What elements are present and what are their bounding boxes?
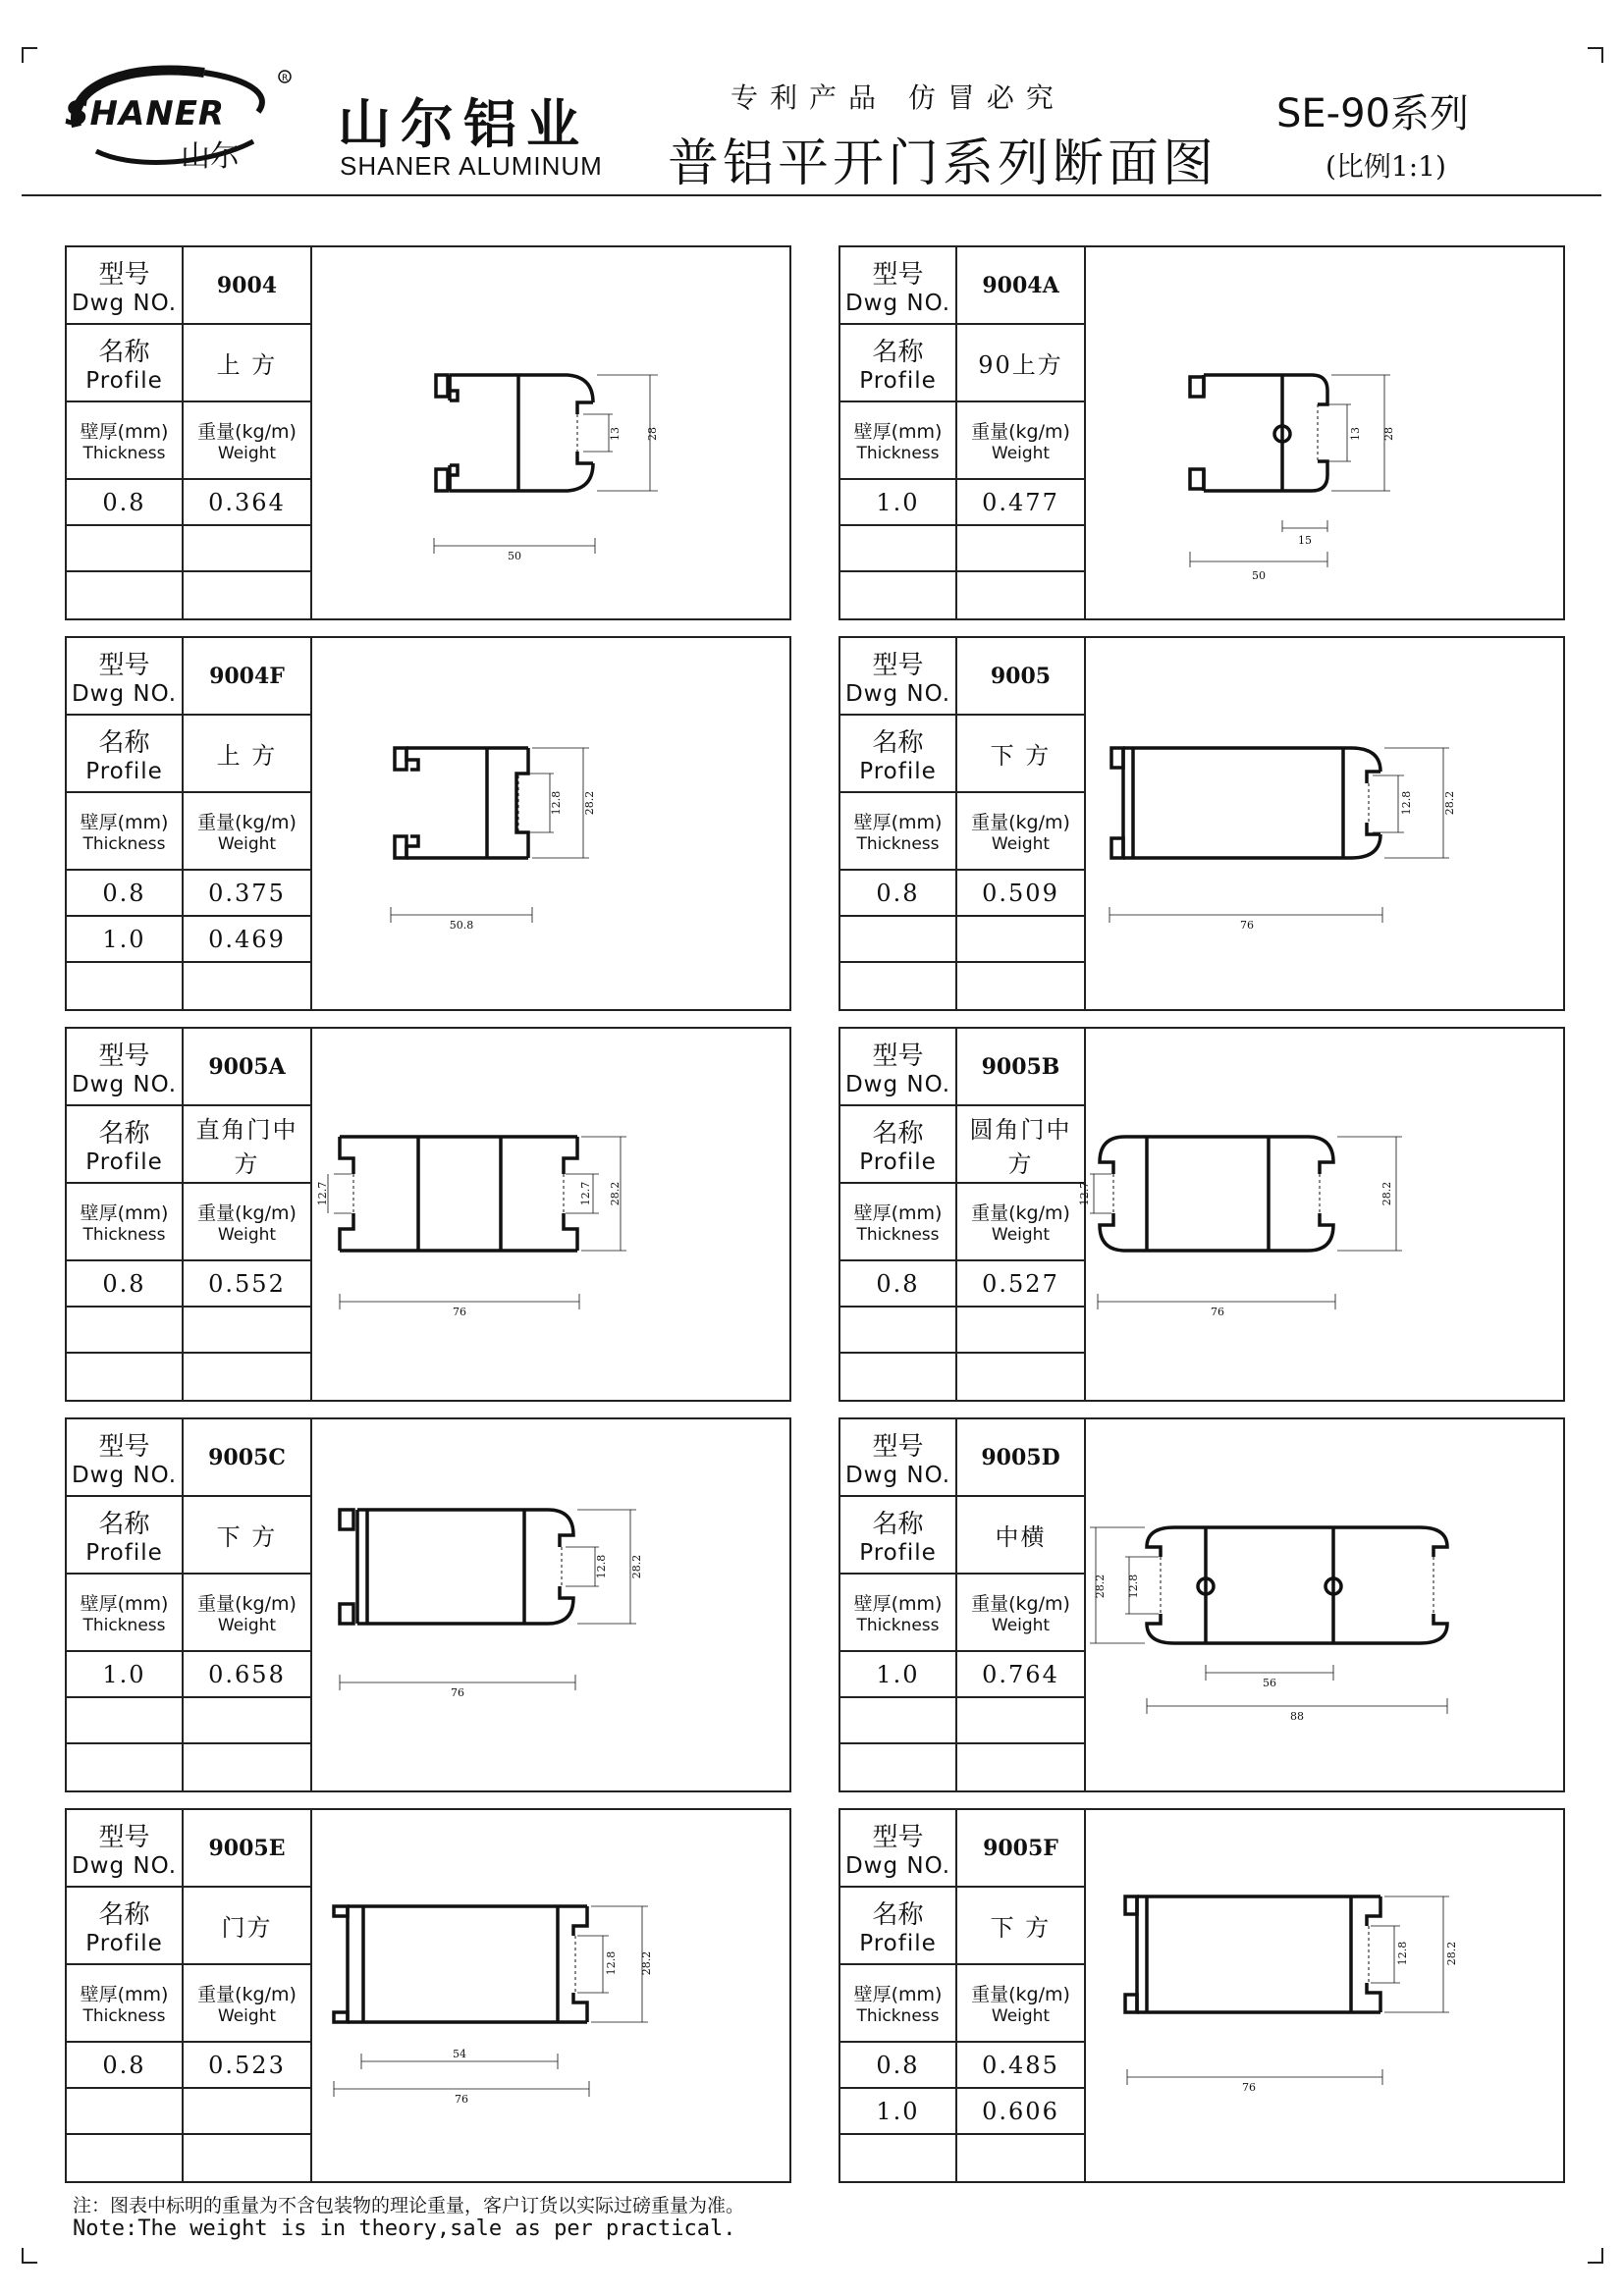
profile-label: 名称 Profile (840, 1106, 957, 1184)
dwg-no-value: 9004A (957, 247, 1086, 325)
dimension-label: 12.7 (316, 1181, 329, 1206)
brand-name-chinese: 山尔铝业 (338, 93, 589, 155)
dwg-no-label: 型号 Dwg NO. (840, 638, 957, 716)
dimension-label: 12.7 (1078, 1181, 1091, 1206)
weight-value (957, 1744, 1086, 1790)
svg-text:R: R (282, 74, 289, 83)
profile-name-value: 门方 (184, 1888, 312, 1965)
thickness-value: 0.8 (67, 480, 184, 526)
thickness-value (840, 1744, 957, 1790)
profile-cross-section (1086, 638, 1563, 1009)
dimension-label: 28.2 (640, 1950, 653, 1976)
dimension-label: 76 (451, 1686, 464, 1699)
dimension-label: 76 (455, 2093, 468, 2106)
dimension-label: 50 (1252, 569, 1266, 582)
dimension-label: 76 (1240, 919, 1254, 932)
thickness-value (840, 1308, 957, 1354)
profile-cross-section (1086, 247, 1563, 618)
section-drawing (312, 1029, 789, 1400)
thickness-label: 壁厚(mm) Thickness (67, 1575, 184, 1652)
weight-value: 0.509 (957, 871, 1086, 917)
weight-value: 0.477 (957, 480, 1086, 526)
dimension-label: 88 (1290, 1710, 1304, 1723)
profile-label: 名称 Profile (67, 325, 184, 402)
weight-value (184, 1744, 312, 1790)
thickness-label: 壁厚(mm) Thickness (840, 1575, 957, 1652)
dwg-no-value: 9005 (957, 638, 1086, 716)
dwg-no-value: 9005A (184, 1029, 312, 1106)
spec-table (67, 638, 312, 1009)
spec-table (840, 1029, 1086, 1400)
weight-value: 0.469 (184, 917, 312, 963)
brand-name-english: SHANER ALUMINUM (340, 151, 603, 181)
section-drawing (312, 1419, 789, 1790)
dwg-no-value: 9005D (957, 1419, 1086, 1497)
dwg-no-label: 型号 Dwg NO. (840, 1029, 957, 1106)
weight-value (184, 526, 312, 572)
weight-value: 0.527 (957, 1261, 1086, 1308)
dimension-label: 12.8 (1396, 1941, 1409, 1966)
profile-name-value: 中横 (957, 1497, 1086, 1575)
thickness-value (67, 1354, 184, 1400)
profile-card (65, 636, 791, 1011)
page-title: 普铝平开门系列断面图 (668, 134, 1218, 193)
dwg-no-label: 型号 Dwg NO. (67, 247, 184, 325)
dimension-label: 76 (1211, 1306, 1224, 1318)
dimension-label: 12.8 (595, 1554, 608, 1579)
series-label: SE-90系列 (1276, 91, 1469, 136)
thickness-label: 壁厚(mm) Thickness (840, 793, 957, 871)
profile-name-value: 上 方 (184, 325, 312, 402)
profile-cross-section (1078, 1029, 1563, 1400)
weight-label: 重量(kg/m) Weight (957, 1575, 1086, 1652)
thickness-value: 0.8 (840, 871, 957, 917)
weight-label: 重量(kg/m) Weight (184, 1184, 312, 1261)
weight-value: 0.375 (184, 871, 312, 917)
thickness-value: 1.0 (840, 480, 957, 526)
spec-table (840, 1810, 1086, 2181)
dwg-no-label: 型号 Dwg NO. (67, 1029, 184, 1106)
profile-card (65, 1027, 791, 1402)
profile-cross-section (312, 247, 789, 618)
weight-value: 0.658 (184, 1652, 312, 1698)
logo-word: SHANER (65, 94, 226, 133)
weight-value (184, 2135, 312, 2181)
profile-card (839, 1027, 1565, 1402)
profile-label: 名称 Profile (840, 1888, 957, 1965)
spec-table (840, 638, 1086, 1009)
weight-value (184, 1308, 312, 1354)
weight-value: 0.552 (184, 1261, 312, 1308)
weight-label: 重量(kg/m) Weight (184, 402, 312, 480)
dwg-no-label: 型号 Dwg NO. (840, 1810, 957, 1888)
weight-label: 重量(kg/m) Weight (957, 402, 1086, 480)
weight-value (957, 917, 1086, 963)
weight-label: 重量(kg/m) Weight (957, 793, 1086, 871)
thickness-value (67, 2135, 184, 2181)
dwg-no-value: 9005B (957, 1029, 1086, 1106)
section-drawing (1086, 247, 1563, 618)
profile-cross-section (1086, 1419, 1563, 1790)
dwg-no-value: 9004 (184, 247, 312, 325)
header-divider (22, 194, 1601, 196)
profile-card (839, 1417, 1565, 1792)
profile-cross-section (1086, 1810, 1563, 2181)
thickness-value (840, 917, 957, 963)
dimension-label: 56 (1263, 1677, 1276, 1689)
profile-label: 名称 Profile (840, 325, 957, 402)
thickness-value (67, 2089, 184, 2135)
thickness-value (67, 963, 184, 1009)
logo-chinese: 山尔 (181, 139, 240, 174)
spec-table (67, 1029, 312, 1400)
dwg-no-label: 型号 Dwg NO. (67, 638, 184, 716)
weight-value: 0.485 (957, 2043, 1086, 2089)
spec-table (67, 1810, 312, 2181)
dimension-label: 28 (1382, 427, 1395, 441)
weight-value (184, 1698, 312, 1744)
weight-value (184, 1354, 312, 1400)
section-drawing (312, 1810, 789, 2181)
dimension-label: 50 (508, 550, 521, 562)
dwg-no-label: 型号 Dwg NO. (840, 247, 957, 325)
weight-value: 0.764 (957, 1652, 1086, 1698)
thickness-value (840, 526, 957, 572)
dimension-label: 12.8 (1127, 1574, 1140, 1599)
profile-label: 名称 Profile (67, 1497, 184, 1575)
section-drawing (312, 247, 789, 618)
profile-name-value: 下 方 (957, 1888, 1086, 1965)
weight-value: 0.606 (957, 2089, 1086, 2135)
spec-table (67, 247, 312, 618)
profile-card (65, 245, 791, 620)
weight-value (957, 963, 1086, 1009)
dimension-label: 12.8 (1400, 790, 1413, 816)
weight-value (184, 572, 312, 618)
footer-note-chinese: 注：图表中标明的重量为不含包装物的理论重量，客户订货以实际过磅重量为准。 (73, 2195, 745, 2216)
profile-name-value: 圆角门中方 (957, 1106, 1086, 1184)
thickness-value (67, 1698, 184, 1744)
dimension-label: 28.2 (583, 790, 596, 816)
profile-label: 名称 Profile (67, 1888, 184, 1965)
profile-name-value: 90上方 (957, 325, 1086, 402)
profile-label: 名称 Profile (840, 1497, 957, 1575)
thickness-label: 壁厚(mm) Thickness (840, 402, 957, 480)
thickness-value (840, 1698, 957, 1744)
profile-name-value: 下 方 (957, 716, 1086, 793)
weight-value (184, 963, 312, 1009)
thickness-value (840, 963, 957, 1009)
thickness-value: 1.0 (67, 917, 184, 963)
crop-mark-bottom-right (1588, 2248, 1603, 2264)
profile-card (839, 245, 1565, 620)
profile-cross-section (312, 1029, 789, 1400)
weight-value (957, 2135, 1086, 2181)
thickness-value: 0.8 (67, 871, 184, 917)
dimension-label: 15 (1298, 534, 1312, 547)
thickness-value: 1.0 (840, 2089, 957, 2135)
thickness-value (67, 526, 184, 572)
profile-label: 名称 Profile (67, 716, 184, 793)
weight-label: 重量(kg/m) Weight (184, 793, 312, 871)
dimension-label: 28.2 (1380, 1181, 1393, 1206)
dwg-no-value: 9004F (184, 638, 312, 716)
dimension-label: 28 (646, 427, 659, 441)
weight-value: 0.523 (184, 2043, 312, 2089)
weight-value (957, 1308, 1086, 1354)
dimension-label: 54 (453, 2048, 466, 2060)
profile-cross-section (312, 1810, 789, 2181)
spec-table (67, 1419, 312, 1790)
dimension-label: 28.2 (630, 1554, 643, 1579)
thickness-value (67, 1744, 184, 1790)
thickness-value: 1.0 (840, 1652, 957, 1698)
dimension-label: 28.2 (1094, 1574, 1107, 1599)
dwg-no-label: 型号 Dwg NO. (67, 1419, 184, 1497)
dwg-no-label: 型号 Dwg NO. (67, 1810, 184, 1888)
spec-table (840, 247, 1086, 618)
weight-value (957, 526, 1086, 572)
crop-mark-top-left (22, 47, 37, 63)
dimension-label: 12.8 (605, 1950, 618, 1976)
thickness-value: 0.8 (840, 2043, 957, 2089)
crop-mark-top-right (1588, 47, 1603, 63)
weight-value: 0.364 (184, 480, 312, 526)
thickness-value: 1.0 (67, 1652, 184, 1698)
weight-label: 重量(kg/m) Weight (957, 1184, 1086, 1261)
dimension-label: 28.2 (609, 1181, 622, 1206)
weight-value (184, 2089, 312, 2135)
weight-label: 重量(kg/m) Weight (184, 1965, 312, 2043)
thickness-label: 壁厚(mm) Thickness (67, 1184, 184, 1261)
section-drawing (312, 638, 789, 1009)
section-drawing (1086, 1419, 1563, 1790)
dwg-no-value: 9005E (184, 1810, 312, 1888)
weight-label: 重量(kg/m) Weight (184, 1575, 312, 1652)
spec-table (840, 1419, 1086, 1790)
section-drawing (1078, 1029, 1563, 1400)
dimension-label: 12.7 (579, 1181, 592, 1206)
thickness-value: 0.8 (67, 1261, 184, 1308)
dimension-label: 76 (453, 1306, 466, 1318)
profile-card (65, 1808, 791, 2183)
footer-note-english: Note:The weight is in theory,sale as per practical. (73, 2216, 736, 2241)
thickness-label: 壁厚(mm) Thickness (840, 1965, 957, 2043)
thickness-value (840, 2135, 957, 2181)
dimension-label: 13 (1349, 427, 1362, 441)
profile-name-value: 上 方 (184, 716, 312, 793)
dwg-no-value: 9005C (184, 1419, 312, 1497)
crop-mark-bottom-left (22, 2248, 37, 2264)
dimension-label: 50.8 (449, 919, 474, 932)
thickness-value (67, 572, 184, 618)
weight-value (957, 1698, 1086, 1744)
section-drawing (1086, 638, 1563, 1009)
thickness-label: 壁厚(mm) Thickness (67, 793, 184, 871)
profile-card (65, 1417, 791, 1792)
profile-name-value: 下 方 (184, 1497, 312, 1575)
weight-label: 重量(kg/m) Weight (957, 1965, 1086, 2043)
profile-card (839, 1808, 1565, 2183)
dimension-label: 12.8 (550, 790, 563, 816)
dimension-label: 28.2 (1443, 790, 1456, 816)
section-drawing (1086, 1810, 1563, 2181)
thickness-label: 壁厚(mm) Thickness (67, 402, 184, 480)
profile-name-value: 直角门中方 (184, 1106, 312, 1184)
dimension-label: 76 (1242, 2081, 1256, 2094)
weight-value (957, 1354, 1086, 1400)
profile-cross-section (312, 1419, 789, 1790)
thickness-value: 0.8 (67, 2043, 184, 2089)
dwg-no-value: 9005F (957, 1810, 1086, 1888)
weight-value (957, 572, 1086, 618)
thickness-value: 0.8 (840, 1261, 957, 1308)
profile-cross-section (312, 638, 789, 1009)
thickness-label: 壁厚(mm) Thickness (67, 1965, 184, 2043)
dimension-label: 28.2 (1445, 1941, 1458, 1966)
thickness-label: 壁厚(mm) Thickness (840, 1184, 957, 1261)
profile-label: 名称 Profile (67, 1106, 184, 1184)
thickness-value (840, 1354, 957, 1400)
profile-card (839, 636, 1565, 1011)
scale-label: (比例1:1) (1325, 150, 1446, 183)
patent-notice: 专利产品 仿冒必究 (730, 81, 1065, 114)
thickness-value (840, 572, 957, 618)
thickness-value (67, 1308, 184, 1354)
dimension-label: 13 (609, 427, 622, 441)
profile-label: 名称 Profile (840, 716, 957, 793)
dwg-no-label: 型号 Dwg NO. (840, 1419, 957, 1497)
